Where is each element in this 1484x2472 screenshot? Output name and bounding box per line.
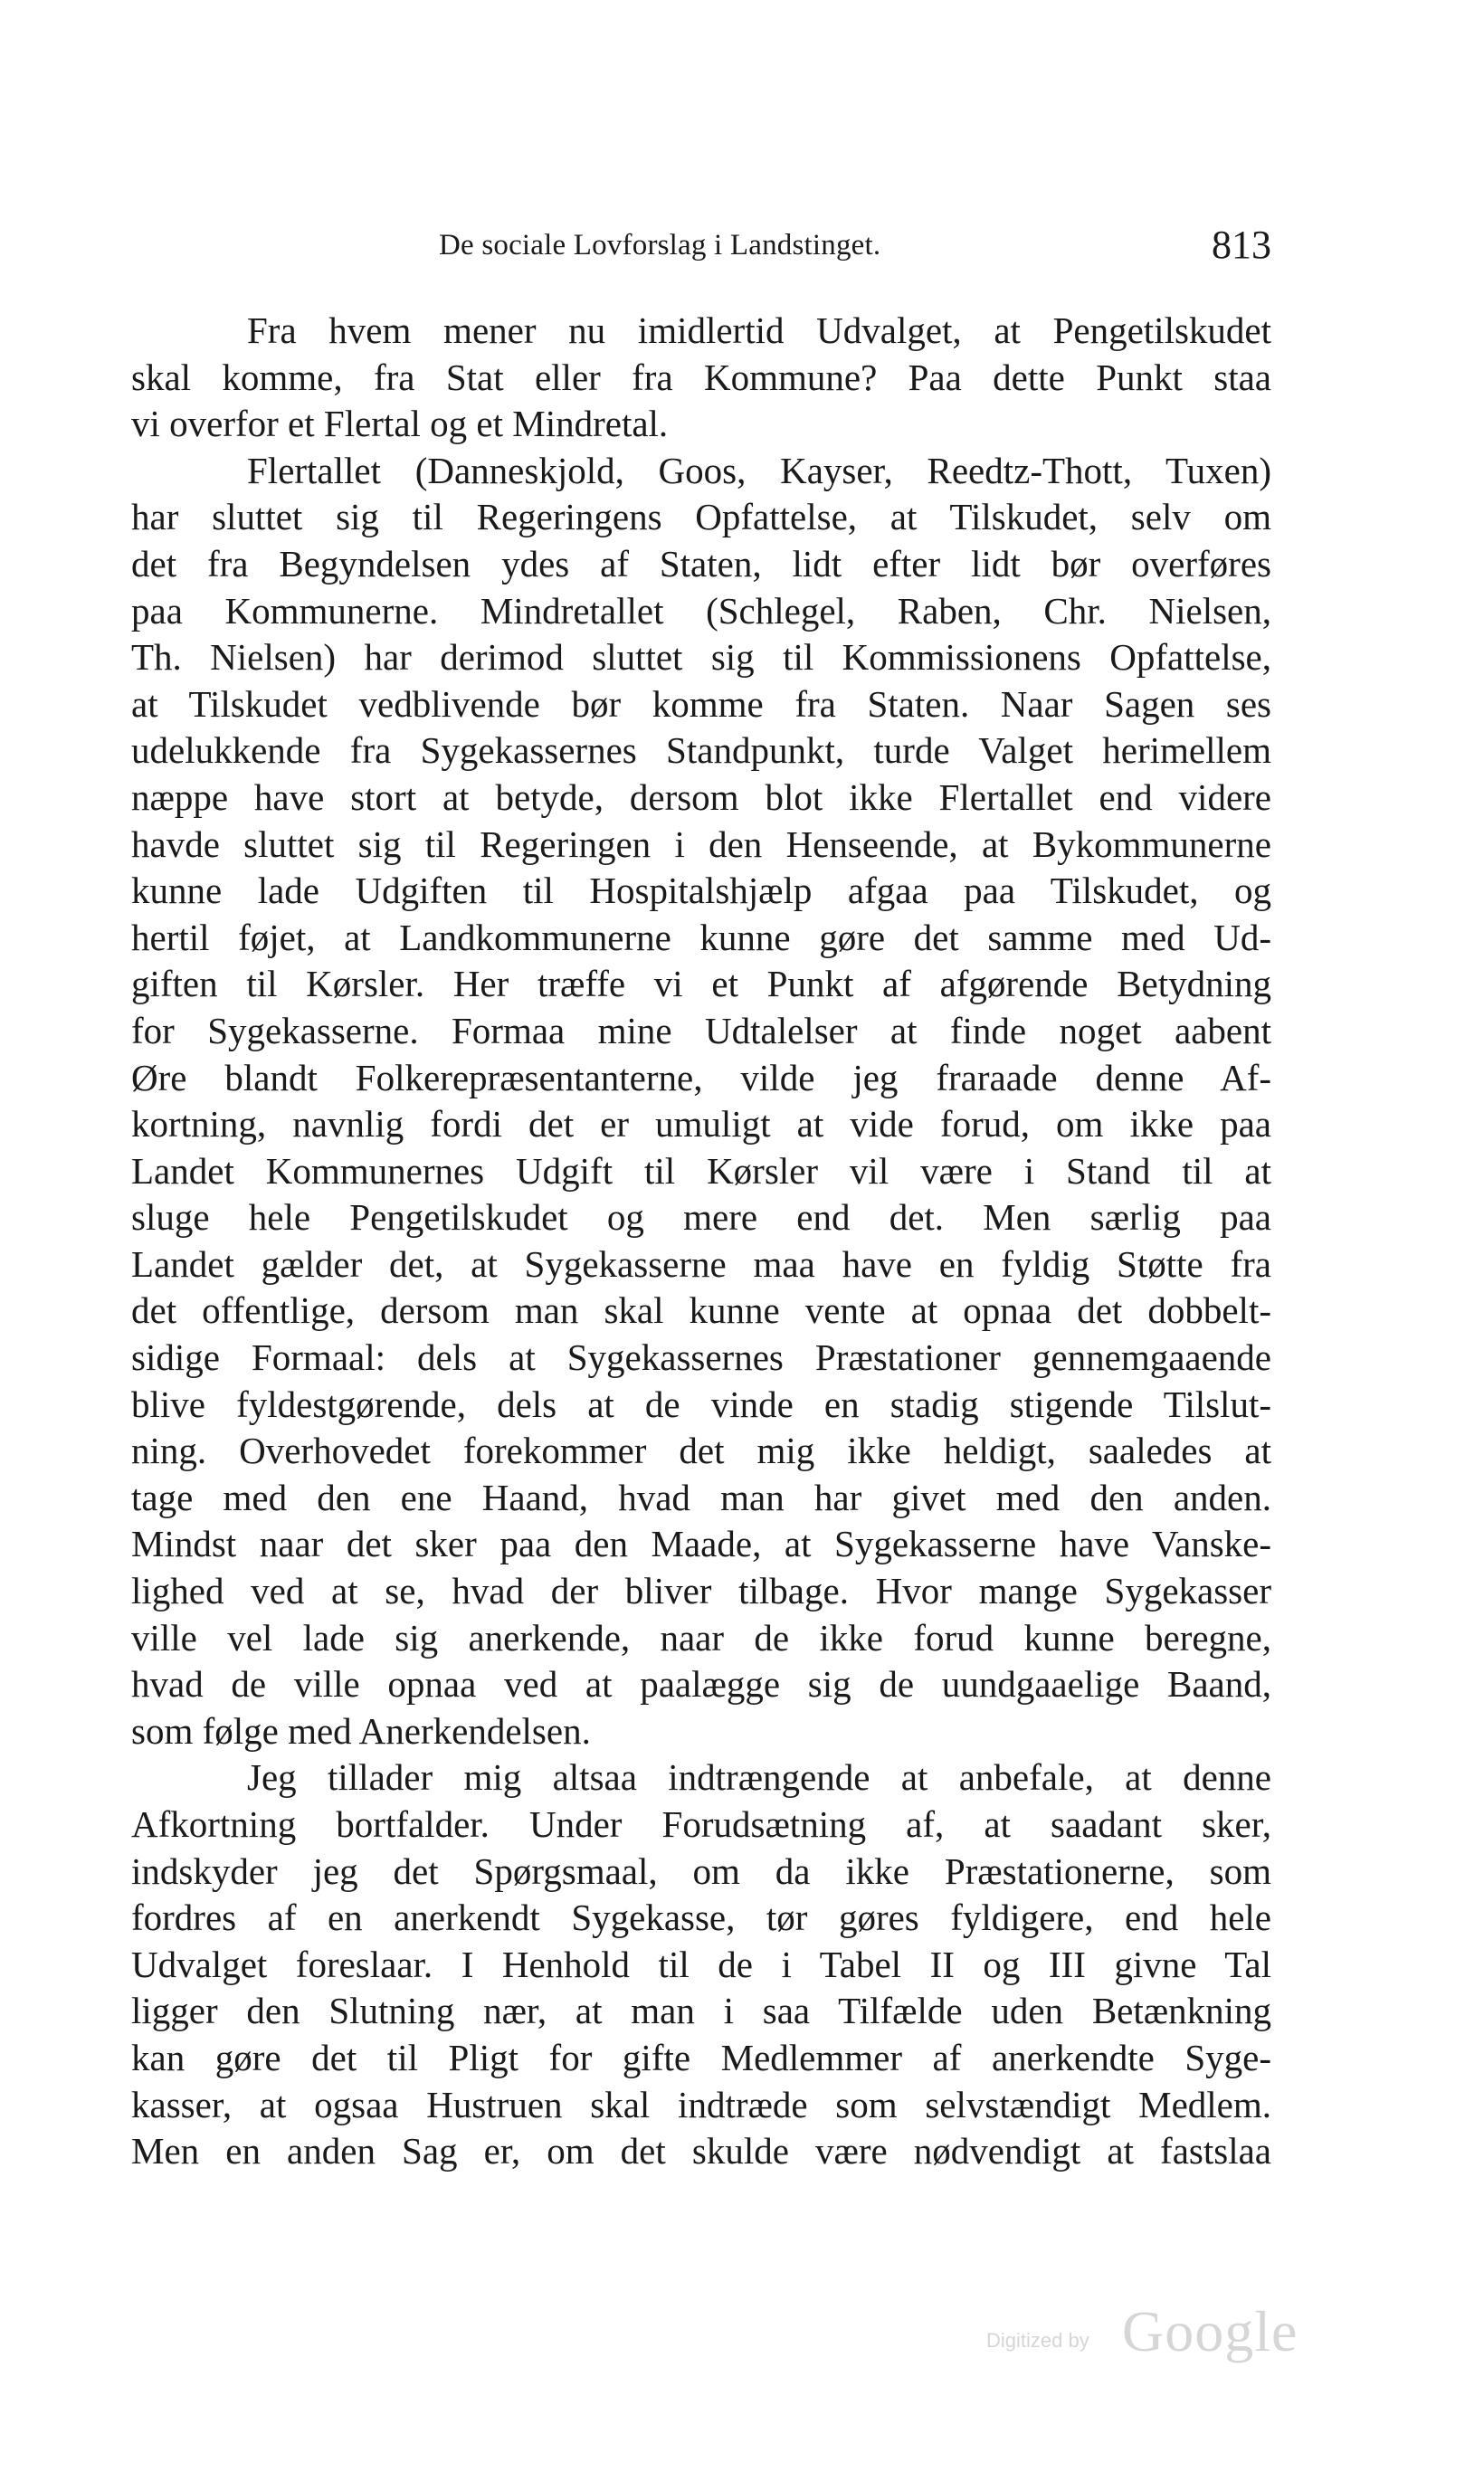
text-line: ning. Overhovedet forekommer det mig ikke heldigt, saaledes at xyxy=(131,1430,1271,1472)
text-line: kan gøre det til Pligt for gifte Medlemmer af anerkendte Syge- xyxy=(131,2036,1271,2078)
text-line: udelukkende fra Sygekassernes Standpunkt, turde Valget herimellem xyxy=(131,729,1271,772)
text-line: at Tilskudet vedblivende bør komme fra Staten. Naar Sagen ses xyxy=(131,682,1271,725)
text-line: Landet gælder det, at Sygekasserne maa have en fyldig Støtte fra xyxy=(131,1242,1271,1285)
text-line: hvad de ville opnaa ved at paalægge sig de uundgaaelige Baand, xyxy=(131,1663,1271,1706)
text-line: Men en anden Sag er, om det skulde være nødvendigt at fastslaa xyxy=(131,2130,1271,2173)
body-text xyxy=(131,308,1271,2175)
text-line: Udvalget foreslaar. I Henhold til de i Tabel II og III givne Tal xyxy=(131,1943,1271,1985)
text-line: Landet Kommunernes Udgift til Kørsler vil være i Stand til at xyxy=(131,1149,1271,1192)
text-line: sluge hele Pengetilskudet og mere end det. Men særlig paa xyxy=(131,1196,1271,1239)
text-line: det offentlige, dersom man skal kunne vente at opnaa det dobbelt- xyxy=(131,1289,1271,1332)
watermark-small-text: Digitized by xyxy=(986,2329,1089,2352)
text-line: Flertallet (Danneskjold, Goos, Kayser, Reedtz-Thott, Tuxen) xyxy=(247,449,1271,491)
text-line: tage med den ene Haand, hvad man har givet med den anden. xyxy=(131,1476,1271,1518)
text-line: kortning, navnlig fordi det er umuligt at vide forud, om ikke paa xyxy=(131,1103,1271,1146)
text-line: Fra hvem mener nu imidlertid Udvalget, at Pengetilskudet xyxy=(247,309,1271,351)
text-line: kasser, at ogsaa Hustruen skal indtræde som selvstændigt Medlem. xyxy=(131,2083,1271,2125)
text-line: Jeg tillader mig altsaa indtrængende at anbefale, at denne xyxy=(247,1756,1271,1799)
text-line: blive fyldestgørende, dels at de vinde en stadig stigende Tilslut- xyxy=(131,1383,1271,1425)
text-line: Mindst naar det sker paa den Maade, at Sygekasserne have Vanske- xyxy=(131,1523,1271,1565)
text-line: kunne lade Udgiften til Hospitalshjælp afgaa paa Tilskudet, og xyxy=(131,870,1271,912)
text-line: fordres af en anerkendt Sygekasse, tør gøres fyldigere, end hele xyxy=(131,1897,1271,1939)
text-line: det fra Begyndelsen ydes af Staten, lidt efter lidt bør overføres xyxy=(131,542,1271,585)
text-line: Øre blandt Folkerepræsentanterne, vilde jeg fraraade denne Af- xyxy=(131,1056,1271,1098)
page-header xyxy=(131,222,1271,276)
watermark-logo-text: Google xyxy=(1122,2299,1298,2363)
text-line: hertil føjet, at Landkommunerne kunne gøre det samme med Ud- xyxy=(131,916,1271,958)
text-line: som følge med Anerkendelsen. xyxy=(131,1709,591,1752)
text-line: skal komme, fra Stat eller fra Kommune? Paa dette Punkt staa xyxy=(131,356,1271,398)
text-line: havde sluttet sig til Regeringen i den Henseende, at Bykommunerne xyxy=(131,822,1271,865)
text-line: paa Kommunerne. Mindretallet (Schlegel, Raben, Chr. Nielsen, xyxy=(131,589,1271,632)
text-line: giften til Kørsler. Her træffe vi et Punkt af afgørende Betydning xyxy=(131,963,1271,1005)
text-line: har sluttet sig til Regeringens Opfattelse, at Tilskudet, selv om xyxy=(131,496,1271,538)
text-line: indskyder jeg det Spørgsmaal, om da ikke Præstationerne, som xyxy=(131,1849,1271,1892)
page-number: 813 xyxy=(1212,223,1271,267)
digitized-watermark xyxy=(986,2298,1312,2371)
running-head: De sociale Lovforslag i Landstinget. xyxy=(439,229,881,261)
text-line: vi overfor et Flertal og et Mindretal. xyxy=(131,403,669,445)
text-line: ville vel lade sig anerkende, naar de ikke forud kunne beregne, xyxy=(131,1616,1271,1659)
text-line: sidige Formaal: dels at Sygekassernes Præstationer gennemgaaende xyxy=(131,1336,1271,1379)
text-line: Th. Nielsen) har derimod sluttet sig til Kommissionens Opfattelse, xyxy=(131,636,1271,679)
text-line: næppe have stort at betyde, dersom blot ikke Flertallet end videre xyxy=(131,775,1271,818)
text-line: lighed ved at se, hvad der bliver tilbage. Hvor mange Sygekasser xyxy=(131,1570,1271,1612)
text-line: Afkortning bortfalder. Under Forudsætning af, at saadant sker, xyxy=(131,1803,1271,1845)
text-line: for Sygekasserne. Formaa mine Udtalelser at finde noget aabent xyxy=(131,1009,1271,1051)
text-line: ligger den Slutning nær, at man i saa Tilfælde uden Betænkning xyxy=(131,1990,1271,2032)
